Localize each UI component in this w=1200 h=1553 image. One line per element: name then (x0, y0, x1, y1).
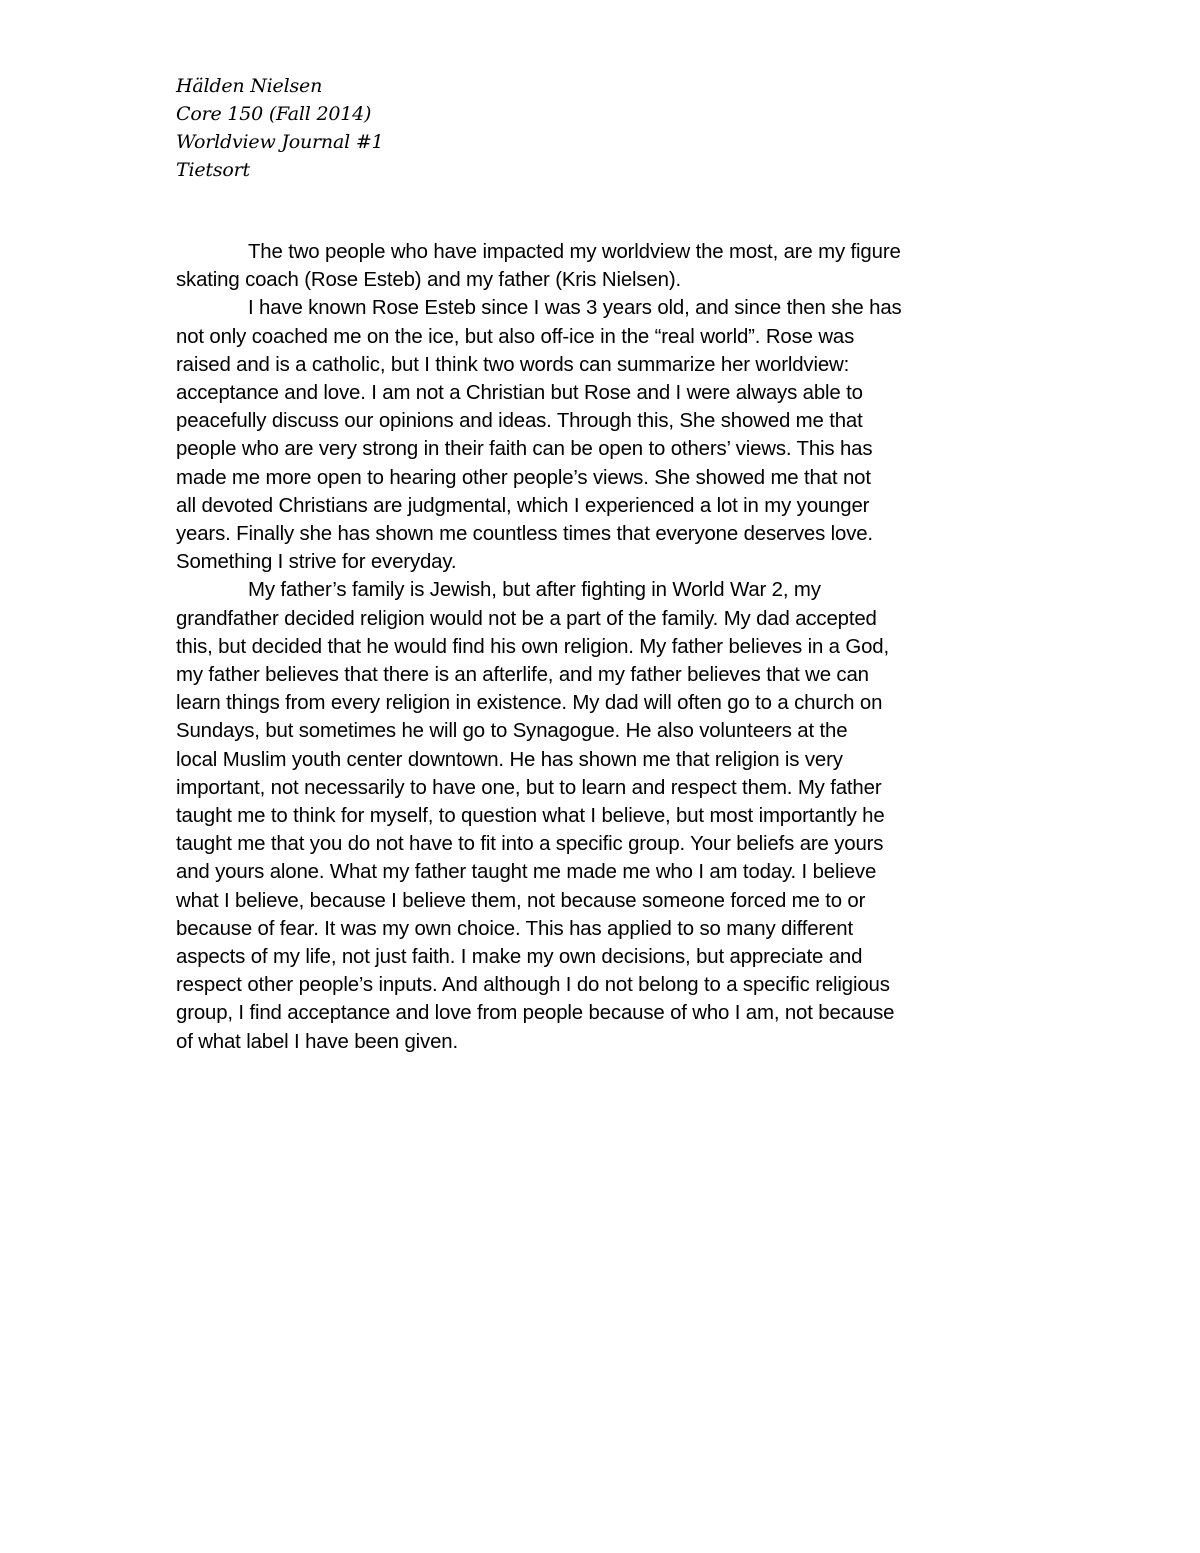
paragraph-1 (176, 238, 1056, 294)
text-line: Sundays, but sometimes he will go to Synagogue. He also volunteers at the (176, 720, 848, 743)
text-line: this, but decided that he would find his own religion. My father believes in a God, (176, 635, 889, 658)
text-line: taught me to think for myself, to question what I believe, but most importantly he (176, 805, 885, 828)
text-line: of what label I have been given. (176, 1030, 459, 1053)
instructor-name: Tietsort (176, 159, 250, 181)
text-line: The two people who have impacted my worldview the most, are my figure (248, 241, 901, 263)
text-line: made me more open to hearing other people’s views. She showed me that not (176, 466, 871, 489)
text-line: because of fear. It was my own choice. This has applied to so many different (176, 917, 853, 940)
text-line: aspects of my life, not just faith. I make my own decisions, but appreciate and (176, 946, 863, 969)
text-line: I have known Rose Esteb since I was 3 years old, and since then she has (248, 297, 902, 320)
text-line: and yours alone. What my father taught me made me who I am today. I believe (176, 861, 877, 884)
author-name: Hälden Nielsen (176, 75, 323, 97)
text-line: people who are very strong in their faith can be open to others’ views. This has (176, 438, 873, 461)
text-line: years. Finally she has shown me countless times that everyone deserves love. (176, 523, 873, 546)
text-line: Something I strive for everyday. (176, 551, 457, 574)
text-line: group, I find acceptance and love from people because of who I am, not because (176, 1002, 895, 1025)
text-line: raised and is a catholic, but I think two words can summarize her worldview: (176, 353, 850, 376)
text-line: what I believe, because I believe them, not because someone forced me to or (176, 889, 866, 912)
text-line: respect other people’s inputs. And although I do not belong to a specific religious (176, 974, 890, 997)
course-name: Core 150 (Fall 2014) (176, 103, 372, 125)
text-line: skating coach (Rose Esteb) and my father (Kris Nielsen). (176, 269, 681, 292)
text-line: taught me that you do not have to fit into a specific group. Your beliefs are yours (176, 833, 884, 856)
text-line: peacefully discuss our opinions and ideas. Through this, She showed me that (176, 410, 863, 433)
paragraph-2 (176, 294, 1056, 576)
text-line: not only coached me on the ice, but also off-ice in the “real world”. Rose was (176, 325, 855, 348)
text-line: all devoted Christians are judgmental, which I experienced a lot in my younger (176, 494, 870, 517)
text-line: learn things from every religion in existence. My dad will often go to a church on (176, 692, 883, 715)
text-line: local Muslim youth center downtown. He has shown me that religion is very (176, 748, 843, 771)
paragraph-3 (176, 576, 1056, 1055)
text-line: important, not necessarily to have one, but to learn and respect them. My father (176, 776, 882, 799)
essay-body (176, 238, 1056, 1056)
text-line: my father believes that there is an afterlife, and my father believes that we can (176, 664, 869, 687)
text-line: My father’s family is Jewish, but after fighting in World War 2, my (248, 579, 821, 602)
document-header (176, 72, 776, 184)
assignment-title: Worldview Journal #1 (176, 131, 384, 153)
text-line: acceptance and love. I am not a Christian but Rose and I were always able to (176, 382, 863, 405)
text-line: grandfather decided religion would not be a part of the family. My dad accepted (176, 607, 877, 630)
